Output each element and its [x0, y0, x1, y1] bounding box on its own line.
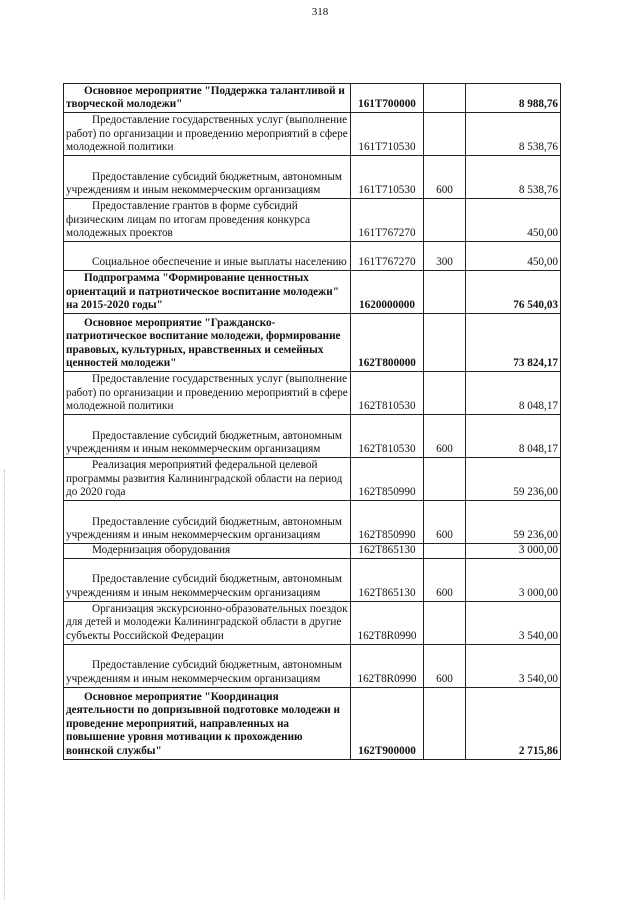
row-name-cell: Модернизация оборудования: [64, 544, 351, 559]
row-vr-cell: [424, 314, 466, 372]
row-name-cell: Предоставление субсидий бюджетным, автономным учреждениям и иным некоммерческим организациям: [64, 558, 351, 601]
table-row: [64, 501, 561, 544]
row-sum-cell: 8 538,76: [466, 156, 561, 199]
row-vr-cell: [424, 84, 466, 113]
budget-table-body: [64, 84, 561, 760]
row-vr-cell: 600: [424, 415, 466, 458]
row-name-cell: Предоставление субсидий бюджетным, автономным учреждениям и иным некоммерческим организациям: [64, 415, 351, 458]
row-sum-cell: 8 988,76: [466, 84, 561, 113]
row-code-cell: 161Т710530: [351, 113, 424, 156]
row-name-cell: Реализация мероприятий федеральной целевой программы развития Калининградской области на период до 2020 года: [64, 458, 351, 501]
table-row: [64, 544, 561, 559]
row-sum-cell: 59 236,00: [466, 458, 561, 501]
row-sum-cell: 73 824,17: [466, 314, 561, 372]
row-vr-cell: 600: [424, 558, 466, 601]
row-sum-cell: 3 540,00: [466, 601, 561, 644]
row-code-cell: 161Т710530: [351, 156, 424, 199]
table-row: [64, 156, 561, 199]
row-name-cell: Предоставление государственных услуг (выполнение работ) по организации и проведению мероприятий в сфере молодежной политики: [64, 372, 351, 415]
row-sum-cell: 3 000,00: [466, 544, 561, 559]
row-name-cell: Предоставление грантов в форме субсидий физическим лицам по итогам проведения конкурса молодежных проектов: [64, 199, 351, 242]
row-sum-cell: 450,00: [466, 199, 561, 242]
row-name-cell: Основное мероприятие "Гражданско-патриотическое воспитание молодежи, формирование правовых, культурных, нравственных и семейных ценностей молодежи": [64, 314, 351, 372]
row-name-cell: Основное мероприятие "Поддержка талантливой и творческой молодежи": [64, 84, 351, 113]
row-vr-cell: 600: [424, 156, 466, 199]
row-vr-cell: [424, 687, 466, 759]
table-row: [64, 372, 561, 415]
row-name-cell: Организация экскурсионно-образовательных поездок для детей и молодежи Калининградской области в другие субъекты Российской Федерации: [64, 601, 351, 644]
row-code-cell: 162Т865130: [351, 544, 424, 559]
row-vr-cell: [424, 271, 466, 314]
row-sum-cell: 8 538,76: [466, 113, 561, 156]
row-name-cell: Предоставление субсидий бюджетным, автономным учреждениям и иным некоммерческим организациям: [64, 501, 351, 544]
row-vr-cell: 600: [424, 644, 466, 687]
row-sum-cell: 3 540,00: [466, 644, 561, 687]
row-vr-cell: [424, 544, 466, 559]
table-row: [64, 314, 561, 372]
table-row: [64, 242, 561, 271]
row-sum-cell: 450,00: [466, 242, 561, 271]
table-row: [64, 458, 561, 501]
row-vr-cell: 600: [424, 501, 466, 544]
row-vr-cell: 300: [424, 242, 466, 271]
table-row: [64, 558, 561, 601]
row-code-cell: 162Т810530: [351, 372, 424, 415]
row-code-cell: 162Т900000: [351, 687, 424, 759]
table-row: [64, 113, 561, 156]
row-name-cell: Подпрограмма "Формирование ценностных ориентаций и патриотическое воспитание молодежи" на 2015-2020 годы": [64, 271, 351, 314]
row-sum-cell: 8 048,17: [466, 415, 561, 458]
row-sum-cell: 8 048,17: [466, 372, 561, 415]
budget-table: [63, 83, 561, 760]
row-code-cell: 1620000000: [351, 271, 424, 314]
row-code-cell: 162Т800000: [351, 314, 424, 372]
row-vr-cell: [424, 199, 466, 242]
row-code-cell: 162Т8R0990: [351, 644, 424, 687]
row-code-cell: 162Т8R0990: [351, 601, 424, 644]
row-sum-cell: 59 236,00: [466, 501, 561, 544]
table-row: [64, 84, 561, 113]
row-code-cell: 162Т810530: [351, 415, 424, 458]
row-name-cell: Предоставление государственных услуг (выполнение работ) по организации и проведению мероприятий в сфере молодежной политики: [64, 113, 351, 156]
row-name-cell: Предоставление субсидий бюджетным, автономным учреждениям и иным некоммерческим организациям: [64, 644, 351, 687]
row-name-cell: Основное мероприятие "Координация деятельности по допризывной подготовке молодежи и проведение мероприятий, направленных на повышение уровня мотивации к прохождению воинской службы": [64, 687, 351, 759]
row-vr-cell: [424, 458, 466, 501]
row-vr-cell: [424, 372, 466, 415]
row-code-cell: 161Т700000: [351, 84, 424, 113]
row-vr-cell: [424, 601, 466, 644]
row-vr-cell: [424, 113, 466, 156]
row-code-cell: 162Т850990: [351, 458, 424, 501]
row-code-cell: 162Т865130: [351, 558, 424, 601]
scan-margin-marks: [4, 470, 7, 900]
row-sum-cell: 2 715,86: [466, 687, 561, 759]
row-code-cell: 161Т767270: [351, 199, 424, 242]
table-row: [64, 687, 561, 759]
row-name-cell: Социальное обеспечение и иные выплаты населению: [64, 242, 351, 271]
row-name-cell: Предоставление субсидий бюджетным, автономным учреждениям и иным некоммерческим организациям: [64, 156, 351, 199]
table-row: [64, 199, 561, 242]
row-code-cell: 161Т767270: [351, 242, 424, 271]
table-row: [64, 644, 561, 687]
table-row: [64, 601, 561, 644]
page-number: 318: [311, 6, 329, 18]
row-code-cell: 162Т850990: [351, 501, 424, 544]
table-row: [64, 271, 561, 314]
row-sum-cell: 3 000,00: [466, 558, 561, 601]
row-sum-cell: 76 540,03: [466, 271, 561, 314]
table-row: [64, 415, 561, 458]
